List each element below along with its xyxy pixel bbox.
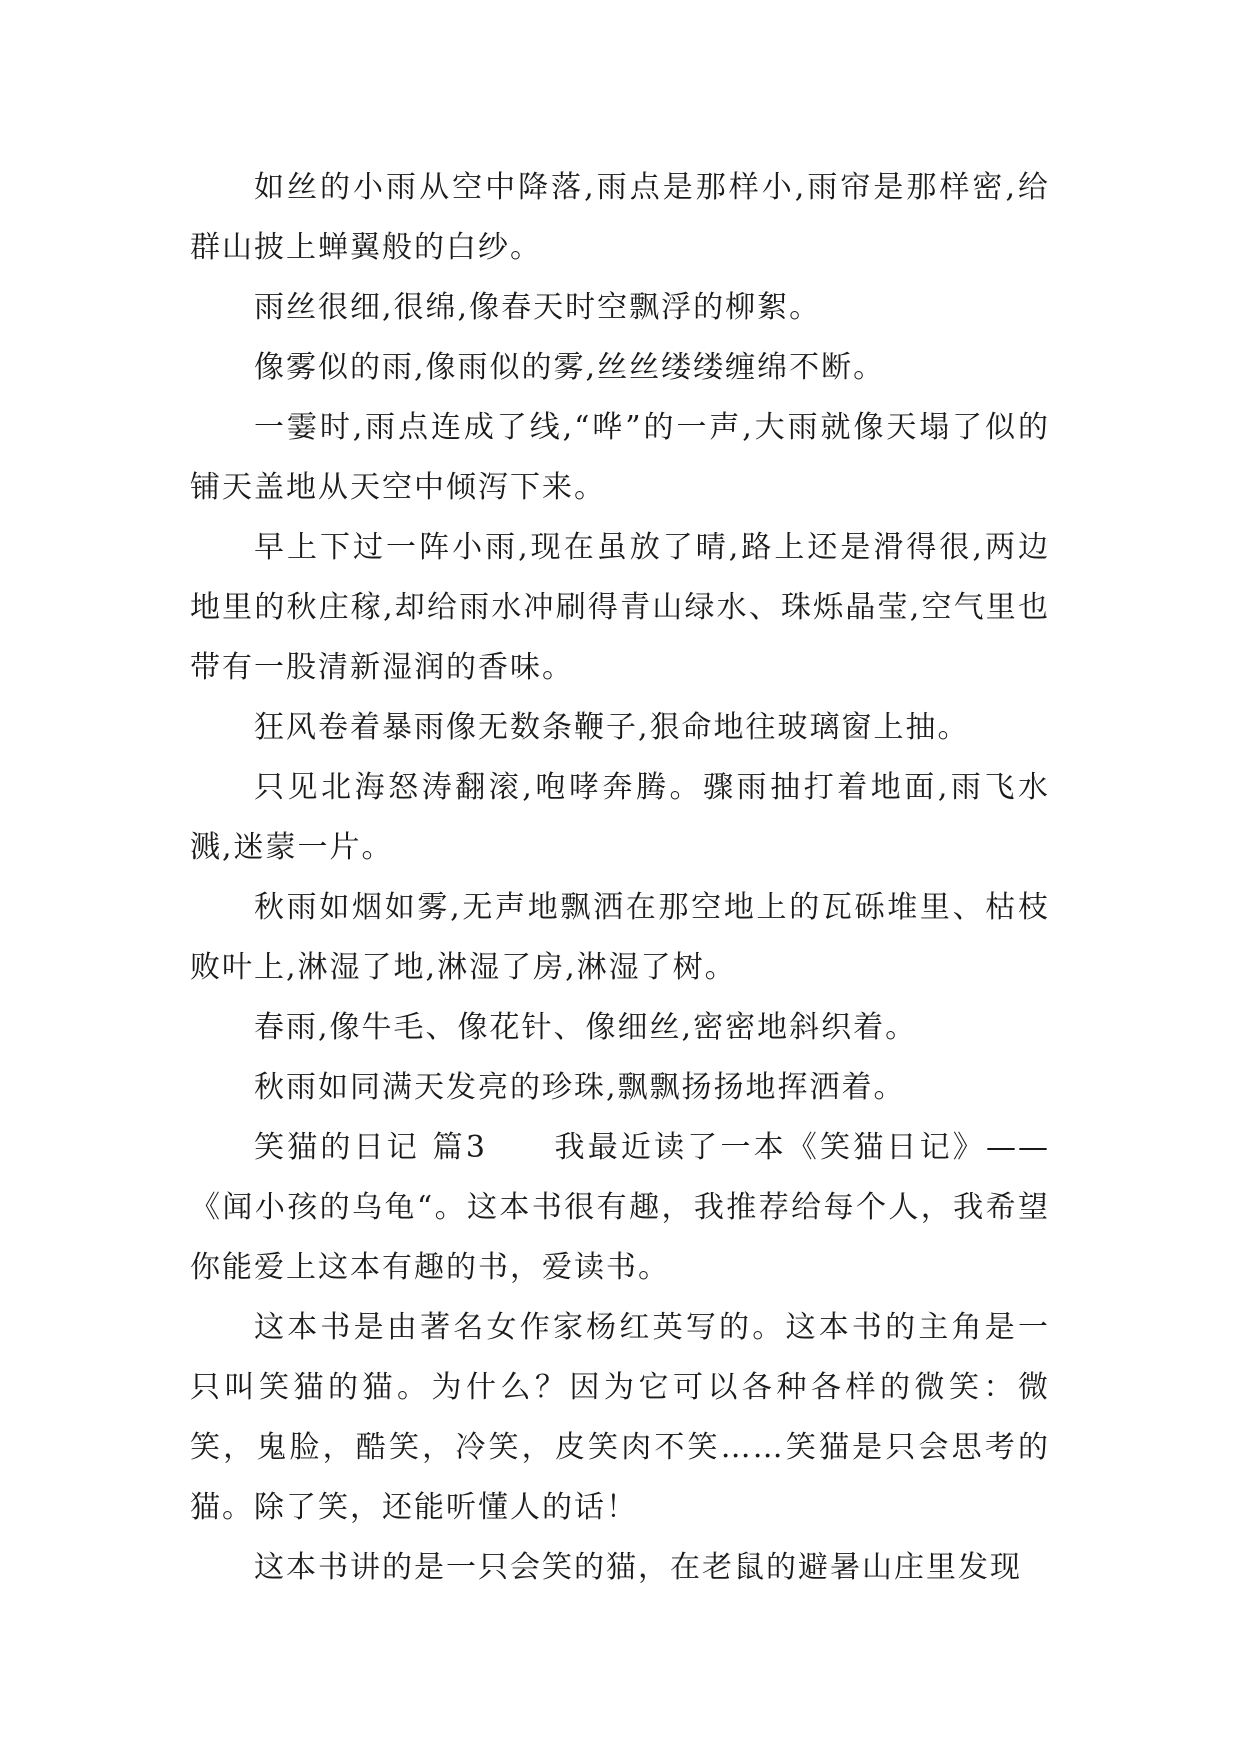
- paragraph-10: 秋雨如同满天发亮的珍珠,飘飘扬扬地挥洒着。: [254, 1070, 906, 1105]
- paragraph-1: 如丝的小雨从空中降落,雨点是那样小,雨帘是那样密,给群山披上蝉翼般的白纱。: [190, 170, 1050, 265]
- paragraph-13: 这本书讲的是一只会笑的猫，在老鼠的避暑山庄里发现: [254, 1550, 1022, 1585]
- paragraph-5: 早上下过一阵小雨,现在虽放了晴,路上还是滑得很,两边地里的秋庄稼,却给雨水冲刷得青山绿水、珠烁晶莹,空气里也带有一股清新湿润的香味。: [190, 530, 1050, 685]
- paragraph-6: 狂风卷着暴雨像无数条鞭子,狠命地往玻璃窗上抽。: [254, 710, 970, 745]
- paragraph-2: 雨丝很细,很绵,像春天时空飘浮的柳絮。: [254, 290, 822, 325]
- paragraph-11: 笑猫的日记 篇3 我最近读了一本《笑猫日记》——《闻小孩的乌龟“。这本书很有趣，我推荐给每个人，我希望你能爱上这本有趣的书，爱读书。: [190, 1130, 1050, 1285]
- paragraph-3: 像雾似的雨,像雨似的雾,丝丝缕缕缠绵不断。: [254, 350, 886, 385]
- document-body: [190, 158, 1050, 1598]
- paragraph-4: 一霎时,雨点连成了线,“哗”的一声,大雨就像天塌了似的铺天盖地从天空中倾泻下来。: [190, 410, 1050, 505]
- paragraph-7: 只见北海怒涛翻滚,咆哮奔腾。骤雨抽打着地面,雨飞水溅,迷蒙一片。: [190, 770, 1050, 865]
- paragraph-9: 春雨,像牛毛、像花针、像细丝,密密地斜织着。: [254, 1010, 918, 1045]
- paragraph-12: 这本书是由著名女作家杨红英写的。这本书的主角是一只叫笑猫的猫。为什么？因为它可以各种各样的微笑：微笑，鬼脸，酷笑，冷笑，皮笑肉不笑……笑猫是只会思考的猫。除了笑，还能听懂人的话！: [190, 1310, 1050, 1525]
- paragraph-8: 秋雨如烟如雾,无声地飘洒在那空地上的瓦砾堆里、枯枝败叶上,淋湿了地,淋湿了房,淋湿了树。: [190, 890, 1050, 985]
